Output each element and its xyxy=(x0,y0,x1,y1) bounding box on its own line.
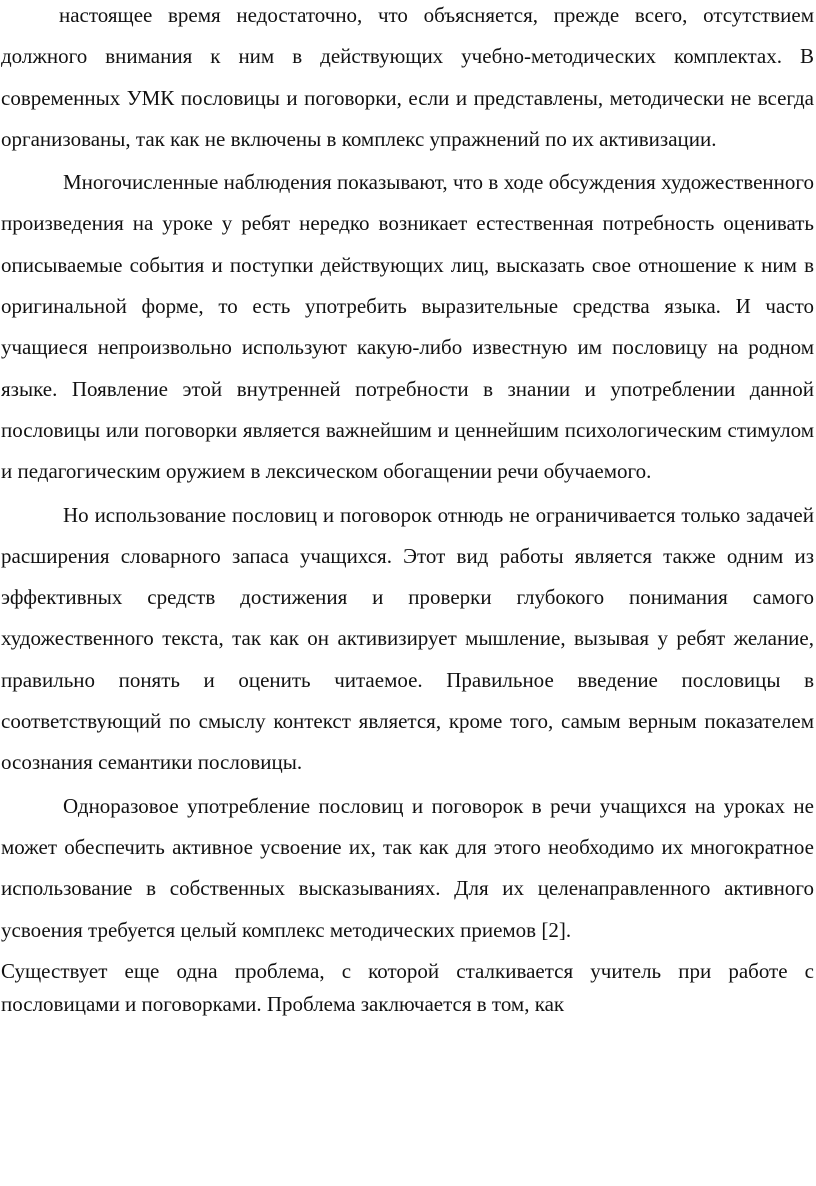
paragraph-4: Одноразовое употребление пословиц и поговорок в речи учащихся на уроках не может обеспечить активное усвоение их, так как для этого необходимо их многократное использование в собственных высказываниях. Для их целенаправленного активного усвоения требуется целый комплекс методических приемов [2]. xyxy=(1,793,814,942)
paragraph-2: Многочисленные наблюдения показывают, что в ходе обсуждения художественного произведения на уроке у ребят нередко возникает естественная потребность оценивать описываемые события и поступки действующих лиц, высказать свое отношение к ним в оригинальной форме, то есть употребить выразительные средства языка. И часто учащиеся непроизвольно используют какую-либо известную им пословицу на родном языке. Появление этой внутренней потребности в знании и употреблении данной пословицы или поговорки является важнейшим и ценнейшим психологическим стимулом и педагогическим оружием в лексическом обогащении речи обучаемого. xyxy=(1,170,814,484)
paragraph-3: Но использование пословиц и поговорок отнюдь не ограничивается только задачей расширения словарного запаса учащихся. Этот вид работы является также одним из эффективных средств достижения и проверки глубокого понимания самого художественного текста, так как он активизирует мышление, вызывая у ребят желание, правильно понять и оценить читаемое. Правильное введение пословицы в соответствующий по смыслу контекст является, кроме того, самым верным показателем осознания семантики пословицы. xyxy=(1,502,814,775)
paragraph-1: настоящее время недостаточно, что объясняется, прежде всего, отсутствием должного внимания к ним в действующих учебно-методических комплектах. В современных УМК пословицы и поговорки, если и представлены, методически не всегда организованы, так как не включены в комплекс упражнений по их активизации. xyxy=(1,3,814,151)
paragraph-5: Существует еще одна проблема, с которой сталкивается учитель при работе с пословицами и поговорками. Проблема заключается в том, как xyxy=(1,958,814,1016)
